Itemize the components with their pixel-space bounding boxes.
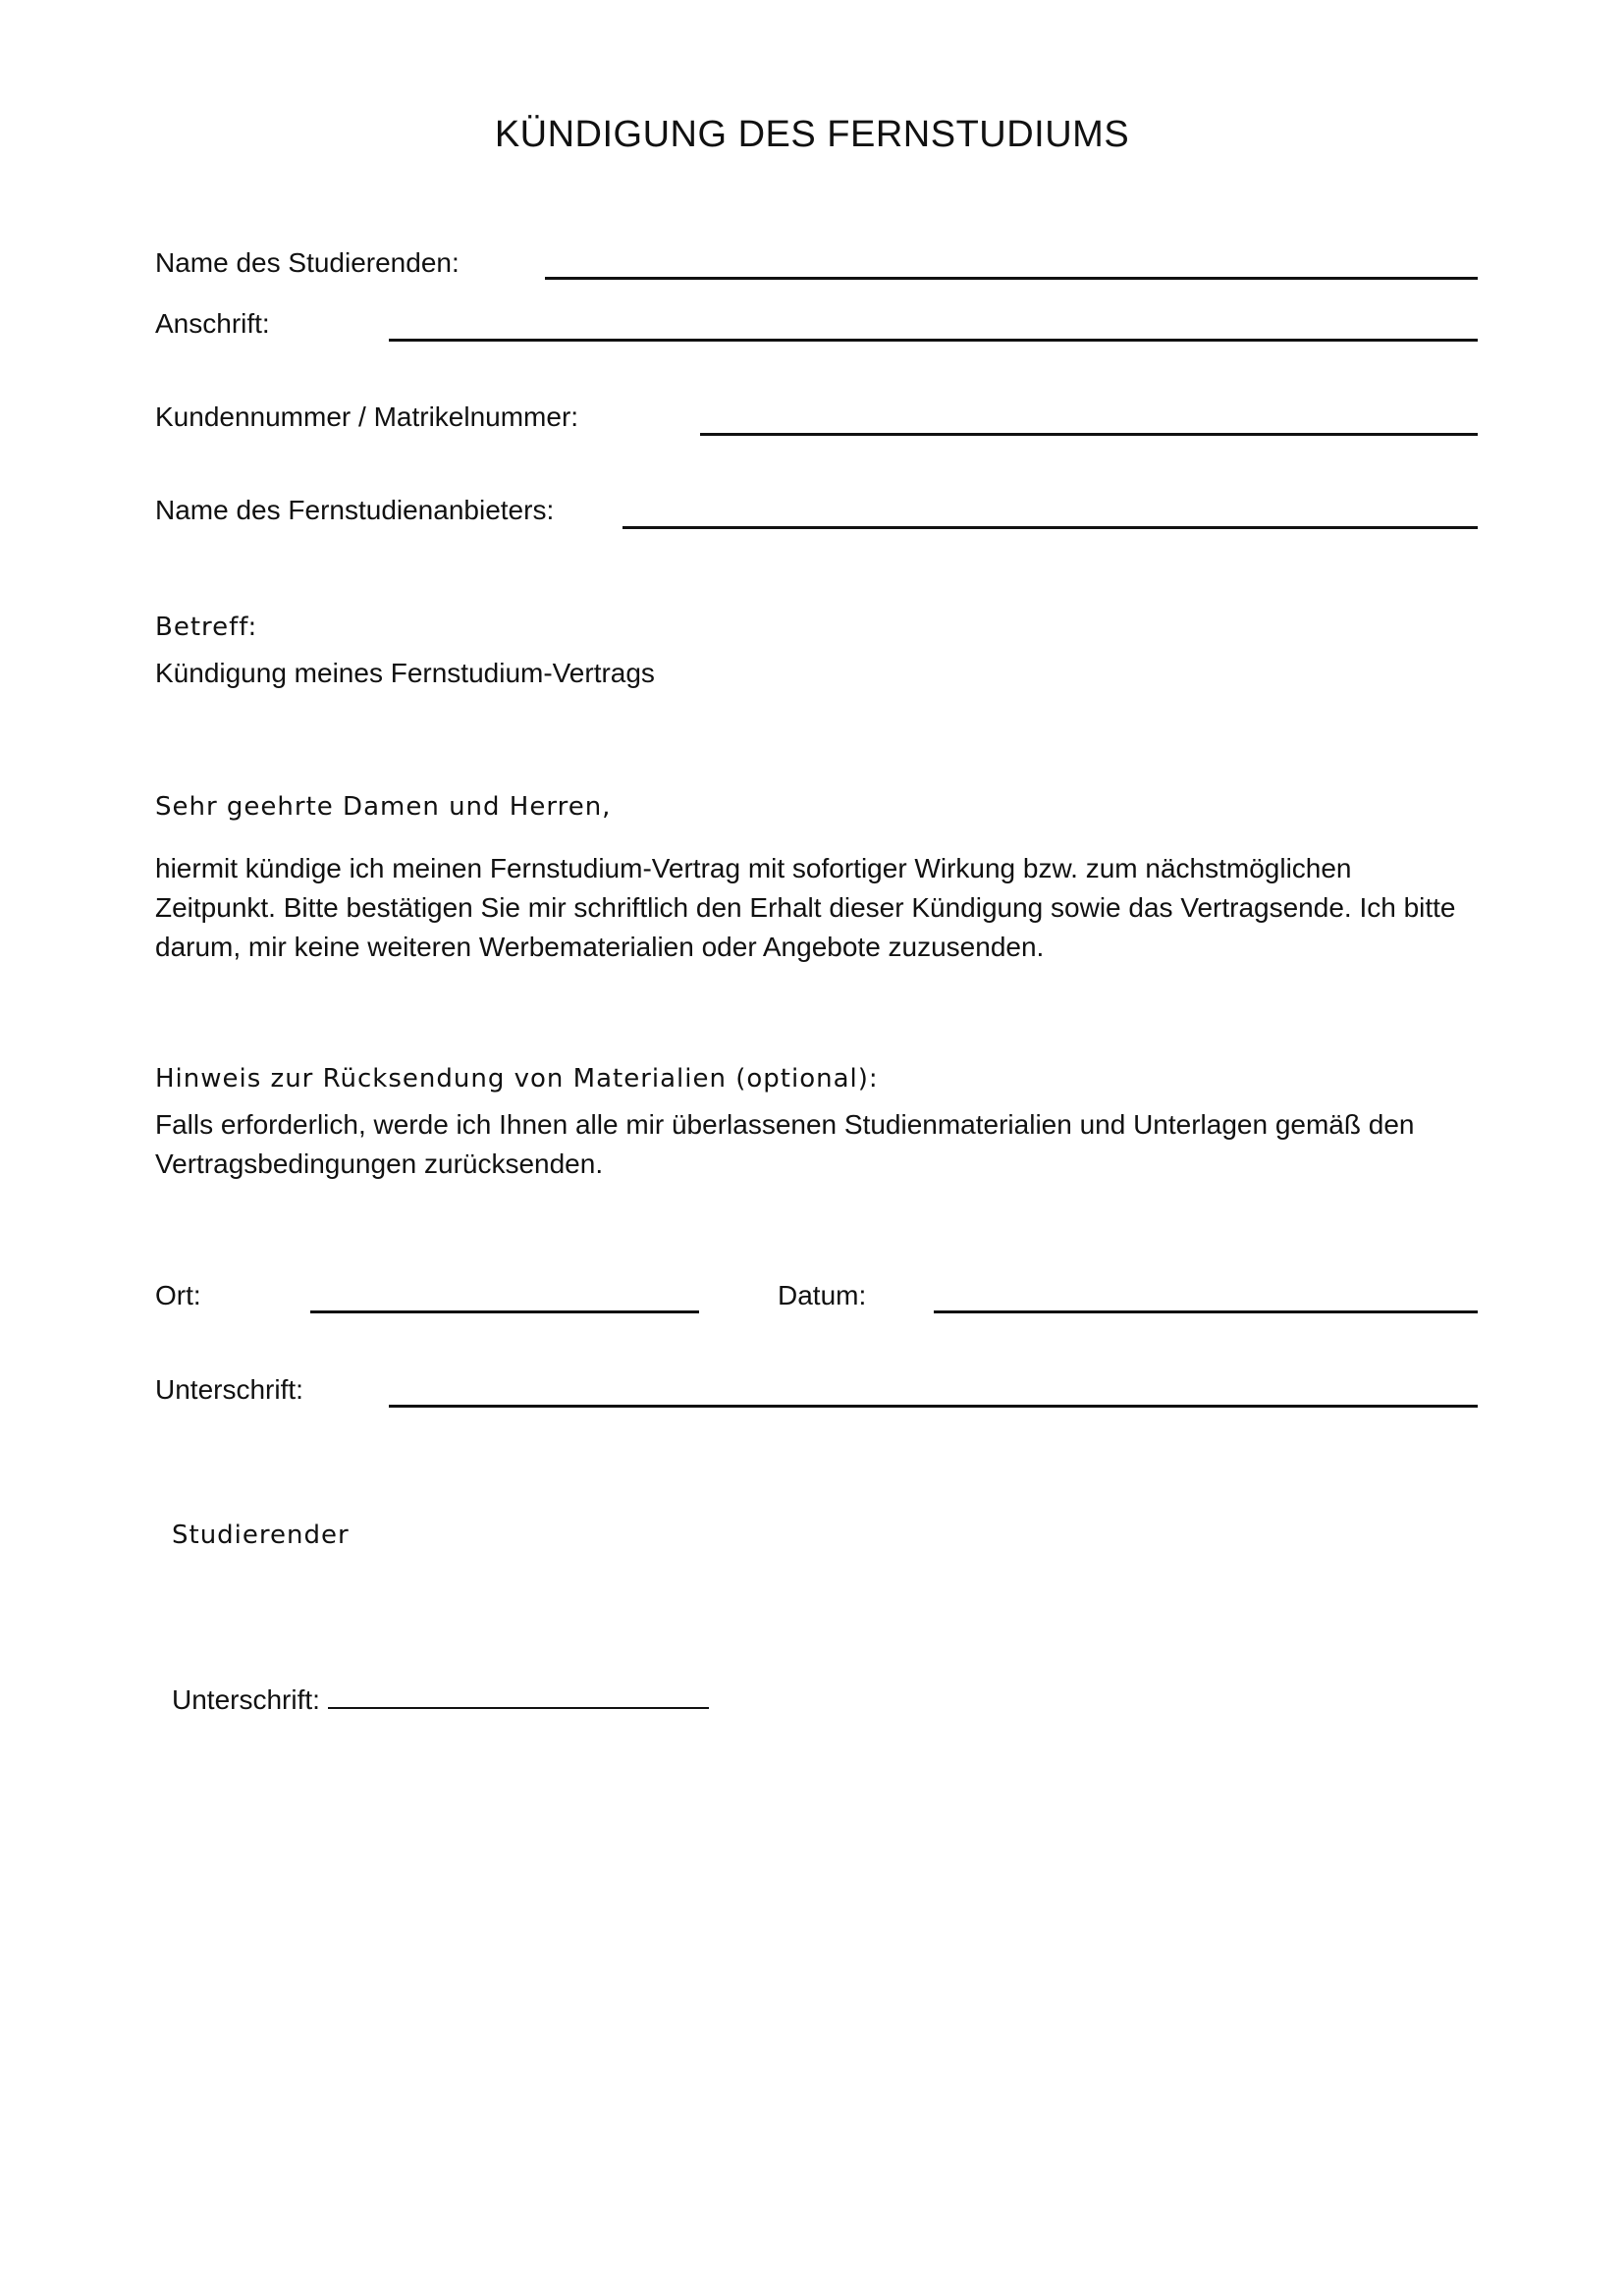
provider-name-label: Name des Fernstudienanbieters: [155, 495, 555, 525]
place-label: Ort: [155, 1280, 201, 1310]
student-name-label: Name des Studierenden: [155, 247, 460, 278]
body-line: hiermit kündige ich meinen Fernstudium-Vertrag mit sofortiger Wirkung bzw. zum nächstmöglichen [155, 853, 1352, 883]
signatory-role: Studierender [172, 1521, 350, 1550]
date-label: Datum: [778, 1280, 867, 1310]
body-line: darum, mir keine weiteren Werbematerialien oder Angebote zuzusenden. [155, 932, 1045, 962]
subject-label: Betreff: [155, 613, 258, 642]
signature-label: Unterschrift: [155, 1374, 303, 1405]
address-field[interactable] [389, 339, 1478, 342]
address-label: Anschrift: [155, 308, 270, 339]
place-field[interactable] [310, 1310, 699, 1313]
second-signature-field[interactable] [328, 1707, 709, 1709]
document-title: KÜNDIGUNG DES FERNSTUDIUMS [494, 114, 1130, 155]
signature-field[interactable] [389, 1405, 1478, 1408]
provider-name-field[interactable] [623, 526, 1478, 529]
student-name-field[interactable] [545, 277, 1478, 280]
salutation: Sehr geehrte Damen und Herren, [155, 792, 612, 822]
second-signature-label: Unterschrift: [172, 1684, 320, 1715]
materials-note-line: Falls erforderlich, werde ich Ihnen alle mir überlassenen Studienmaterialien und Unterlagen gemäß den [155, 1109, 1415, 1140]
customer-number-field[interactable] [700, 433, 1478, 436]
body-line: Zeitpunkt. Bitte bestätigen Sie mir schriftlich den Erhalt dieser Kündigung sowie das Vertragsende. Ich bitte [155, 892, 1456, 923]
date-field[interactable] [934, 1310, 1478, 1313]
materials-note-heading: Hinweis zur Rücksendung von Materialien (optional): [155, 1064, 879, 1094]
second-signature-line [172, 1681, 709, 1720]
body-paragraph [155, 849, 1490, 967]
subject-text: Kündigung meines Fernstudium-Vertrags [155, 658, 655, 688]
customer-number-label: Kundennummer / Matrikelnummer: [155, 401, 579, 432]
materials-note-paragraph [155, 1105, 1490, 1184]
materials-note-line: Vertragsbedingungen zurücksenden. [155, 1148, 604, 1179]
